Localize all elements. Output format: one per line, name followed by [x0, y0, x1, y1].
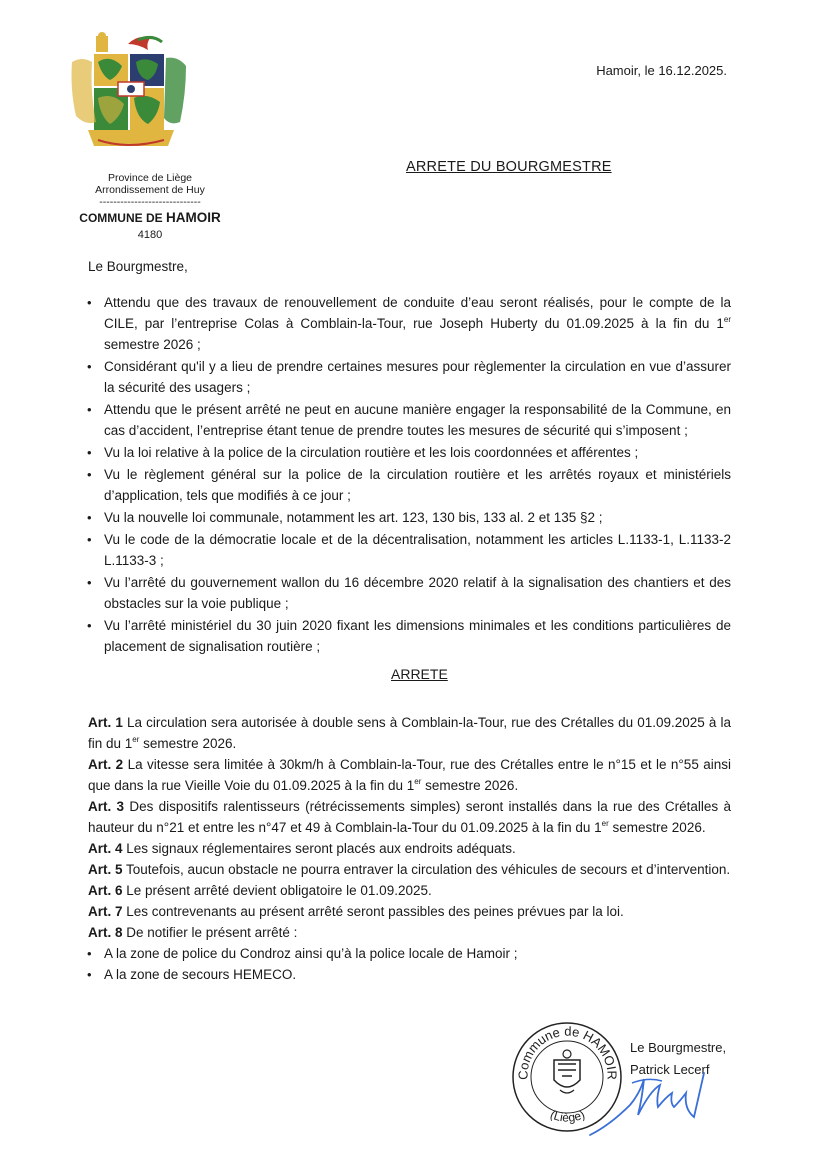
signatory-role: Le Bourgmestre,: [630, 1040, 727, 1055]
notify-item: • A la zone de secours HEMECO.: [88, 964, 731, 985]
considerant-item: • Vu l’arrêté ministériel du 30 juin 2020 fixant les dimensions minimales et les conditions particulières de placement de signalisation routière ;: [88, 615, 731, 657]
considerant-item: • Attendu que le présent arrêté ne peut en aucune manière engager la responsabilité de la Commune, en cas d’accident, l’entreprise étant tenue de prendre toutes les mesures de sécurité qui s’imposent ;: [88, 399, 731, 441]
article-7: Art. 7 Les contrevenants au présent arrêté seront passibles des peines prévues par la loi.: [88, 904, 624, 919]
greeting: Le Bourgmestre,: [88, 259, 188, 274]
considerant-item: • Vu l’arrêté du gouvernement wallon du 16 décembre 2020 relatif à la signalisation des chantiers et des obstacles sur la voie publique ;: [88, 572, 731, 614]
commune-hamoir: HAMOIR: [165, 210, 221, 225]
province-line: Province de Liège: [107, 172, 193, 184]
stamp-text: Commune de HAMOIR: [515, 1023, 620, 1080]
signatory-name: Patrick Lecerf: [630, 1062, 710, 1077]
article-6: Art. 6 Le présent arrêté devient obligatoire le 01.09.2025.: [88, 883, 432, 898]
arrete-heading: ARRETE: [391, 666, 448, 682]
coat-of-arms-logo: [58, 32, 208, 162]
commune-name: [75, 212, 225, 224]
article-1: Art. 1 La circulation sera autorisée à double sens à Comblain-la-Tour, rue des Crétalles du 01.09.2025 à la fin du 1er semestre 2026.: [88, 715, 731, 751]
article-3: Art. 3 Des dispositifs ralentisseurs (rétrécissements simples) seront installés dans la rue des Crétalles à hauteur du n°21 et entre les n°47 et 49 à Comblain-la-Tour du 01.09.2025 à la fin du 1er semestre 2026.: [88, 799, 731, 835]
articles-section: [88, 712, 731, 985]
svg-text:(Liège): [548, 1107, 587, 1124]
header-separator: -----------------------------: [99, 196, 201, 208]
considerant-item: • Vu le règlement général sur la police de la circulation routière et les arrêtés royaux et ministériels d’application, tels que modifiés à ce jour ;: [88, 464, 731, 506]
considerant-item: • Considérant qu'il y a lieu de prendre certaines mesures pour règlementer la circulation en vue d’assurer la sécurité des usagers ;: [88, 356, 731, 398]
arrondissement-line: Arrondissement de Huy: [95, 184, 205, 196]
postal-code: 4180: [137, 229, 163, 241]
article-5: Art. 5 Toutefois, aucun obstacle ne pourra entraver la circulation des véhicules de secours et d’intervention.: [88, 862, 731, 877]
handwritten-signature: [588, 1065, 708, 1140]
considerant-item: • Attendu que des travaux de renouvellement de conduite d’eau seront réalisés, pour le compte de la CILE, par l’entreprise Colas à Comblain-la-Tour, rue Joseph Huberty du 01.09.2025 à la fin du 1er semestre 2026 ;: [88, 292, 731, 355]
considerant-item: • Vu le code de la démocratie locale et de la décentralisation, notamment les articles L.1133-1, L.1133-2 L.1133-3 ;: [88, 529, 731, 571]
document-title: ARRETE DU BOURGMESTRE: [406, 159, 612, 175]
considerant-item: • Vu la loi relative à la police de la circulation routière et les lois coordonnées et afférentes ;: [88, 442, 731, 463]
considerant-item: • Vu la nouvelle loi communale, notamment les art. 123, 130 bis, 133 al. 2 et 135 §2 ;: [88, 507, 731, 528]
date-line: Hamoir, le 16.12.2025.: [596, 63, 727, 78]
article-8: Art. 8 De notifier le présent arrêté :: [88, 925, 298, 940]
stamp-bottom-text: (Liège): [548, 1107, 587, 1125]
considerants-list: [88, 292, 731, 658]
notification-list: [88, 943, 731, 985]
article-4: Art. 4 Les signaux réglementaires seront placés aux endroits adéquats.: [88, 841, 516, 856]
article-2: Art. 2 La vitesse sera limitée à 30km/h à Comblain-la-Tour, rue des Crétalles entre le n°15 et le n°55 ainsi que dans la rue Vieille Voie du 01.09.2025 à la fin du 1er semestre 2026.: [88, 757, 731, 793]
notify-item: • A la zone de police du Condroz ainsi qu’à la police locale de Hamoir ;: [88, 943, 731, 964]
commune-prefix: COMMUNE DE: [79, 211, 163, 225]
